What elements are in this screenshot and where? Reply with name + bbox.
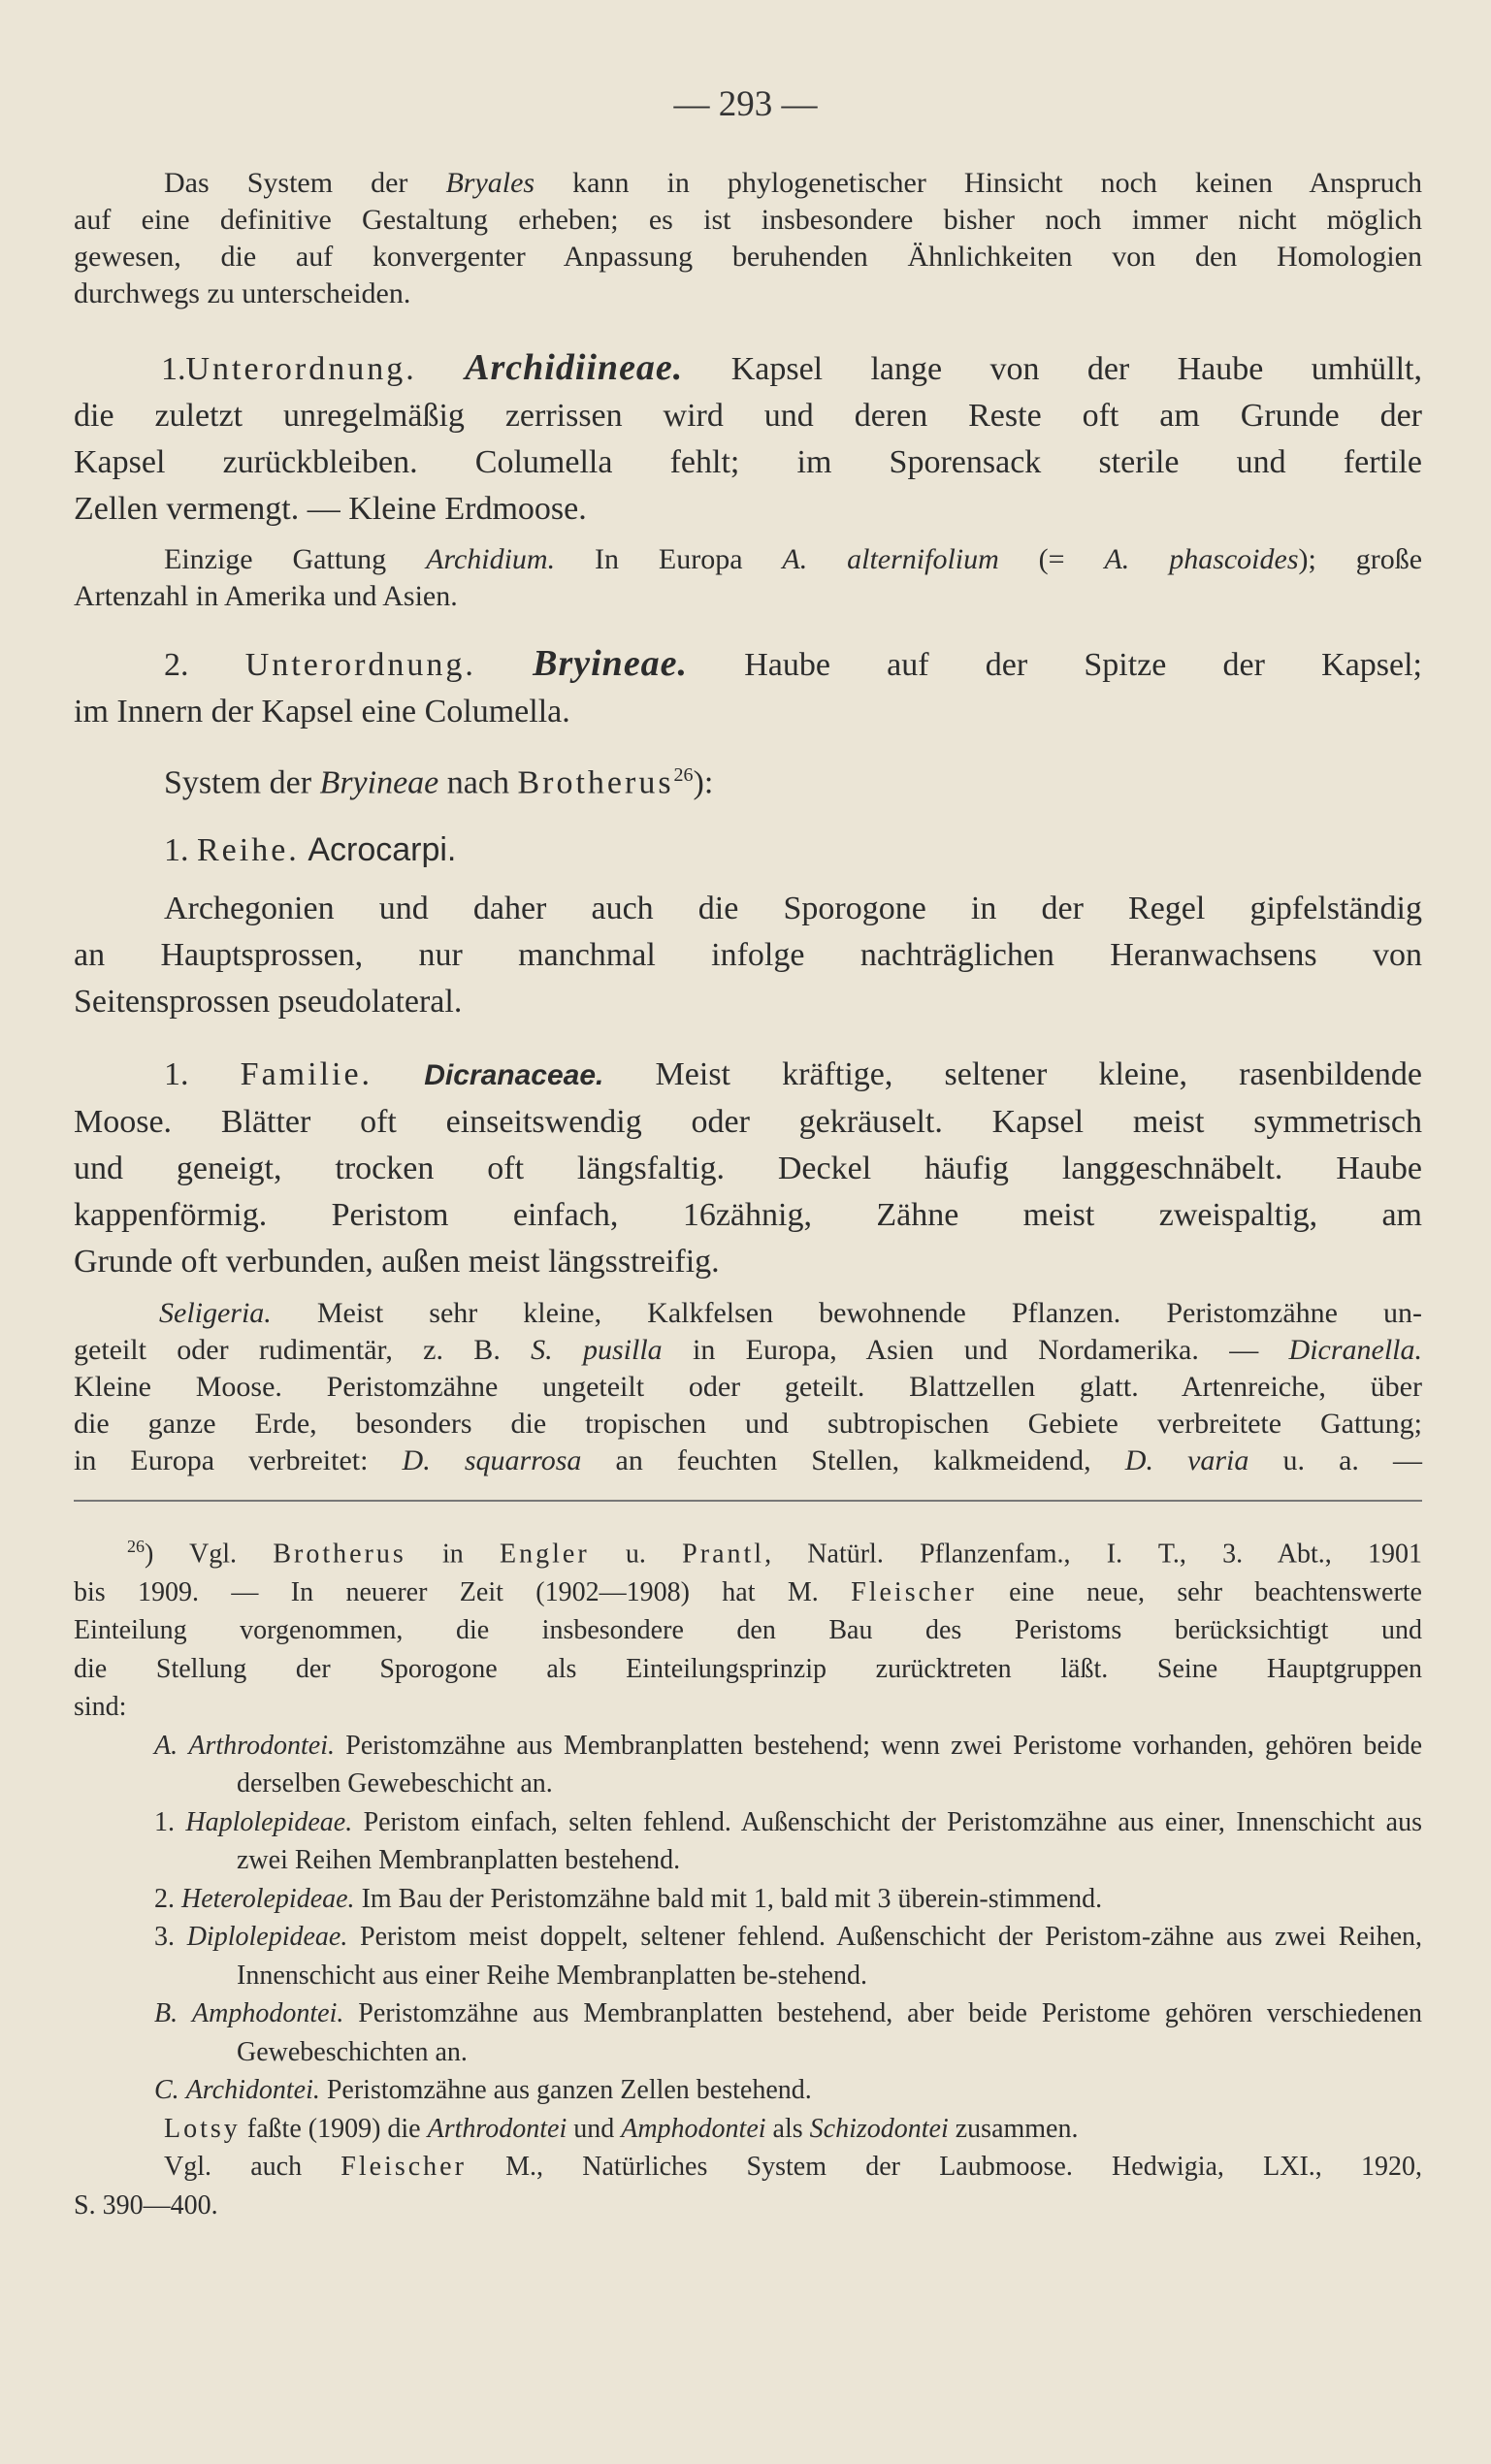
group-mark: 1. bbox=[154, 1806, 175, 1837]
group-name: Arthrodontei. bbox=[188, 1730, 335, 1761]
familie-number: 1. bbox=[164, 1056, 189, 1092]
genus-name: Archidium. bbox=[426, 543, 556, 575]
description-line: die zuletzt unregelmäßig zerrissen wird und deren Reste oft am Grunde der bbox=[74, 398, 1422, 434]
unterordnung-number: 2. bbox=[164, 647, 189, 683]
group-name: Schizodontei bbox=[809, 2113, 949, 2144]
footnote-text: faßte (1909) die bbox=[246, 2113, 421, 2144]
reihe-heading bbox=[74, 827, 1422, 874]
footnote-text: und bbox=[573, 2113, 615, 2144]
group-mark: 3. bbox=[154, 1922, 175, 1953]
note-line: Artenzahl in Amerika und Asien. bbox=[74, 580, 458, 612]
description-line: Moose. Blätter oft einseitswendig oder gekräuselt. Kapsel meist symmetrisch bbox=[74, 1104, 1422, 1140]
description-line: Meist kräftige, seltener kleine, rasenbildende bbox=[655, 1056, 1422, 1092]
footnote-text: sind: bbox=[74, 1692, 127, 1723]
species-name: S. pusilla bbox=[531, 1334, 663, 1366]
group-name: Archidontei. bbox=[185, 2075, 320, 2106]
unterordnung-number: 1. bbox=[161, 351, 186, 387]
author-name: Prantl bbox=[682, 1539, 765, 1570]
group-mark: C. bbox=[154, 2075, 179, 2106]
unterordnung-1 bbox=[74, 344, 1422, 533]
reihe-number: 1. bbox=[164, 832, 189, 868]
group-text: Peristomzähne aus Membranplatten bestehend; wenn zwei Peristome vorhanden, gehören beide derselben Gewebeschicht an. bbox=[237, 1730, 1423, 1799]
intro-paragraph bbox=[74, 165, 1422, 312]
description-line: Grunde oft verbunden, außen meist längsstreifig. bbox=[74, 1244, 720, 1280]
unterordnung-2 bbox=[74, 640, 1422, 735]
genus-name: Dicranella. bbox=[1288, 1334, 1423, 1366]
footnote-text: zusammen. bbox=[955, 2113, 1079, 2144]
author-name: Engler bbox=[500, 1539, 590, 1570]
description-line: Haube auf der Spitze der Kapsel; bbox=[744, 647, 1422, 683]
footnote-mark: 26 bbox=[127, 1537, 145, 1556]
footnote-text: die Stellung der Sporogone als Einteilungsprinzip zurücktreten läßt. Seine Hauptgruppen bbox=[74, 1653, 1422, 1684]
group-text: Peristom einfach, selten fehlend. Außenschicht der Peristomzähne aus einer, Innenschicht aus zwei Reihen Membranplatten bestehend. bbox=[237, 1806, 1423, 1876]
footnote-text: bis 1909. — In neuerer Zeit (1902—1908) hat M. bbox=[74, 1576, 819, 1607]
group-text: Im Bau der Peristomzähne bald mit 1, bald mit 3 überein-stimmend. bbox=[361, 1883, 1103, 1914]
reihe-label: Reihe. bbox=[197, 832, 300, 868]
footnote-text: , Natürl. Pflanzenfam., I. T., 3. Abt., 1901 bbox=[764, 1539, 1423, 1570]
description-line: kappenförmig. Peristom einfach, 16zähnig, Zähne meist zweispaltig, am bbox=[74, 1197, 1422, 1233]
description-line: im Innern der Kapsel eine Columella. bbox=[74, 694, 570, 729]
genus-text: Meist sehr kleine, Kalkfelsen bewohnende Pflanzen. Peristomzähne un- bbox=[316, 1297, 1422, 1329]
footnote-text: ) Vgl. bbox=[145, 1539, 238, 1570]
description-line: Kapsel zurückbleiben. Columella fehlt; im Sporensack sterile und fertile bbox=[74, 444, 1422, 480]
description-line: Seitensprossen pseudolateral. bbox=[74, 984, 463, 1020]
heading-text: nach bbox=[446, 764, 509, 801]
genus-text: in Europa verbreitet: bbox=[74, 1444, 369, 1476]
group-name: Haplolepideae. bbox=[185, 1806, 353, 1837]
footnote-text: S. 390—400. bbox=[74, 2189, 218, 2221]
intro-line: durchwegs zu unterscheiden. bbox=[74, 277, 411, 309]
footnote-text: Vgl. auch bbox=[164, 2152, 303, 2183]
system-heading bbox=[74, 752, 1422, 806]
author-name: Fleischer bbox=[851, 1576, 977, 1607]
note-text: Einzige Gattung bbox=[164, 543, 387, 575]
intro-line: auf eine definitive Gestaltung erheben; es ist insbesondere bisher noch immer nicht möglich bbox=[74, 204, 1422, 236]
genus-text: an feuchten Stellen, kalkmeidend, bbox=[615, 1444, 1091, 1476]
genus-text: geteilt oder rudimentär, z. B. bbox=[74, 1334, 501, 1366]
unterordnung-label: Unterordnung. bbox=[244, 647, 476, 683]
description-line: Kapsel lange von der Haube umhüllt, bbox=[730, 351, 1423, 387]
note-text: ); große bbox=[1298, 543, 1423, 575]
intro-line: gewesen, die auf konvergenter Anpassung beruhenden Ähnlichkeiten von den Homologien bbox=[74, 241, 1422, 273]
page-number: — 293 — bbox=[673, 84, 818, 124]
group-mark: A. bbox=[154, 1730, 178, 1761]
group-name: Diplolepideae. bbox=[186, 1922, 348, 1953]
author-name: Brotherus bbox=[273, 1539, 406, 1570]
group-mark: 2. bbox=[154, 1883, 175, 1914]
group-item bbox=[74, 1727, 1422, 1803]
group-item bbox=[74, 1994, 1422, 2071]
author-name: Lotsy bbox=[164, 2113, 241, 2144]
footnote bbox=[74, 1528, 1422, 2224]
species-name: A. alternifolium bbox=[782, 543, 999, 575]
genus-text: die ganze Erde, besonders die tropischen und subtropischen Gebiete verbreitete Gattung; bbox=[74, 1408, 1422, 1440]
familie-label: Familie. bbox=[240, 1056, 373, 1092]
footnote-text: Einteilung vorgenommen, die insbesondere den Bau des Peristoms berücksichtigt und bbox=[74, 1615, 1422, 1646]
species-name: D. squarrosa bbox=[402, 1444, 582, 1476]
heading-text: System der bbox=[164, 764, 312, 801]
group-name: Heterolepideae. bbox=[181, 1883, 355, 1914]
genus-text: in Europa, Asien und Nordamerika. — bbox=[693, 1334, 1259, 1366]
author-name: Fleischer bbox=[340, 2152, 467, 2183]
footnote-text: M., Natürliches System der Laubmoose. Hedwigia, LXI., 1920, bbox=[505, 2152, 1422, 2183]
family-name: Dicranaceae. bbox=[424, 1059, 604, 1091]
footnote-separator bbox=[74, 1500, 1422, 1502]
footnote-text: eine neue, sehr beachtenswerte bbox=[1009, 1576, 1422, 1607]
group-mark: B. bbox=[154, 1998, 178, 2029]
group-item bbox=[74, 1880, 1422, 1919]
footnote-text: als bbox=[772, 2113, 803, 2144]
species-name: D. varia bbox=[1124, 1444, 1249, 1476]
group-name: Amphodontei bbox=[621, 2113, 766, 2144]
species-name: A. phascoides bbox=[1104, 543, 1299, 575]
genus-name: Seligeria. bbox=[159, 1297, 272, 1329]
group-name: Amphodontei. bbox=[192, 1998, 344, 2029]
footnote-ref: 26 bbox=[673, 764, 694, 786]
intro-line: Das System der Bryales kann in phylogenetischer Hinsicht noch keinen Anspruch bbox=[164, 167, 1422, 199]
description-line: und geneigt, trocken oft längsfaltig. Deckel häufig langgeschnäbelt. Haube bbox=[74, 1151, 1422, 1186]
group-name: Arthrodontei bbox=[427, 2113, 567, 2144]
archidium-note bbox=[74, 541, 1422, 615]
genus-paragraph bbox=[74, 1295, 1422, 1479]
group-list bbox=[74, 1727, 1422, 2110]
description-line: Archegonien und daher auch die Sporogone in der Regel gipfelständig bbox=[164, 891, 1422, 926]
group-item bbox=[74, 1803, 1422, 1880]
group-item bbox=[74, 1918, 1422, 1994]
genus-text: u. a. — bbox=[1282, 1444, 1423, 1476]
group-text: Peristomzähne aus ganzen Zellen bestehend. bbox=[326, 2075, 812, 2106]
genus-text: Kleine Moose. Peristomzähne ungeteilt oder geteilt. Blattzellen glatt. Artenreiche, über bbox=[74, 1371, 1422, 1403]
note-text: (= bbox=[1038, 543, 1065, 575]
group-text: Peristomzähne aus Membranplatten bestehend, aber beide Peristome gehören verschiedenen Gewebeschichten an. bbox=[237, 1998, 1423, 2067]
familie-paragraph bbox=[74, 1052, 1422, 1285]
description-line: Zellen vermengt. — Kleine Erdmoose. bbox=[74, 491, 587, 527]
suborder-name: Archidiineae. bbox=[465, 347, 684, 388]
footnote-text: u. bbox=[625, 1539, 646, 1570]
reihe-paragraph bbox=[74, 886, 1422, 1025]
note-text: In Europa bbox=[595, 543, 743, 575]
group-item bbox=[74, 2071, 1422, 2110]
suborder-name: Bryineae bbox=[319, 764, 439, 801]
group-text: Peristom meist doppelt, seltener fehlend. Außenschicht der Peristom-zähne aus zwei Reihen, Innenschicht aus einer Reihe Membranplatten be-stehend. bbox=[237, 1922, 1423, 1991]
suborder-name: Bryineae. bbox=[533, 643, 689, 684]
unterordnung-label: Unterordnung. bbox=[185, 351, 417, 387]
author-name: Brotherus bbox=[517, 764, 674, 801]
heading-text: ): bbox=[693, 764, 714, 801]
footnote-text: in bbox=[442, 1539, 464, 1570]
description-line: an Hauptsprossen, nur manchmal infolge nachträglichen Heranwachsens von bbox=[74, 937, 1422, 973]
reihe-name: Acrocarpi. bbox=[308, 831, 457, 868]
